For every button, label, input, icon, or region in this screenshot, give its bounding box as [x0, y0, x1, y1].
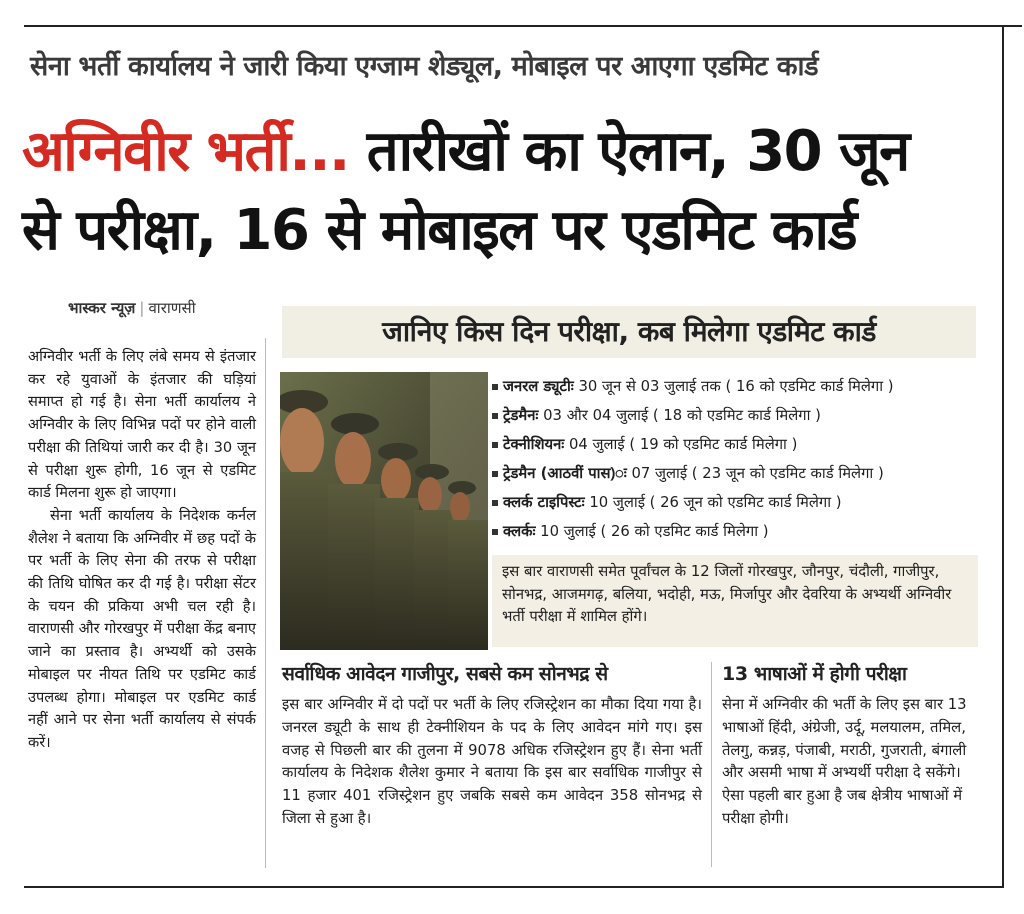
left-paragraph-2: सेना भर्ती कार्यालय के निदेशक कर्नल शैलेश ने बताया कि अग्निवीर में छह पदों के पर भर्ती के लिए सेना की तरफ से परीक्षा की तिथि घोषित कर दी गई है। परीक्षा सेंटर के चयन की प्रकिया अभी चल रही है। वाराणसी और गोरखपुर में परीक्षा केंद्र बनाए जाने का प्रस्ताव है। अभ्यर्थी को उसके मोबाइल पर नीयत तिथि पर एडमिट कार्ड उपलब्ध होगा। मोबाइल पर एडमिट कार्ड नहीं आने पर सेना भर्ती कार्यालय से संपर्क करें। [28, 506, 256, 751]
schedule-item: ट्रेडमैनः 03 और 04 जुलाई ( 18 को एडमिट कार्ड मिलेगा ) [492, 401, 992, 430]
bullet-icon [492, 529, 498, 535]
schedule-item: क्लर्कः 10 जुलाई ( 26 को एडमिट कार्ड मिलेगा ) [492, 517, 992, 546]
bullet-icon [492, 384, 498, 390]
schedule-item: जनरल ड्यूटीः 30 जून से 03 जुलाई तक ( 16 को एडमिट कार्ड मिलेगा ) [492, 372, 992, 401]
districts-note: इस बार वाराणसी समेत पूर्वांचल के 12 जिलों गोरखपुर, जौनपुर, चंदौली, गाजीपुर, सोनभद्र, आजमगढ़, बलिया, भदोही, मऊ, मिर्जापुर और देवरिया के अभ्यर्थी अग्निवीर भर्ती परीक्षा में शामिल होंगे। [492, 555, 978, 647]
section2-body: सेना में अग्निवीर की भर्ती के लिए इस बार 13 भाषाओं हिंदी, अंग्रेजी, उर्दू, मलयालम, तमिल, तेलगु, कन्नड़, पंजाबी, मराठी, गुजराती, बंगाली और असमी भाषा में अभ्यर्थी परीक्षा दे सकेंगे। ऐसा पहली बार हुआ है जब क्षेत्रीय भाषाओं में परीक्षा होगी। [722, 696, 967, 827]
section1-title: सर्वाधिक आवेदन गाजीपुर, सबसे कम सोनभद्र से [282, 663, 608, 685]
column-divider [265, 338, 266, 868]
right-rule [1002, 27, 1004, 887]
bullet-icon [492, 471, 498, 477]
section2-title: 13 भाषाओं में होगी परीक्षा [722, 663, 907, 685]
left-column [28, 346, 256, 755]
bullet-icon [492, 413, 498, 419]
section-divider [711, 662, 712, 867]
schedule-banner: जानिए किस दिन परीक्षा, कब मिलेगा एडमिट कार्ड [282, 306, 976, 358]
headline-line1: तारीखों का ऐलान, 30 जून [348, 119, 909, 184]
soldiers-photo [280, 372, 488, 650]
bottom-rule [24, 886, 1004, 888]
byline-source: भास्कर न्यूज़ [68, 299, 136, 317]
schedule-list [492, 372, 992, 546]
byline-separator: | [139, 299, 145, 317]
byline-city: वाराणसी [148, 299, 196, 317]
schedule-item: क्लर्क टाइपिस्टः 10 जुलाई ( 26 जून को एडमिट कार्ड मिलेगा ) [492, 488, 992, 517]
top-rule [24, 25, 1022, 27]
bullet-icon [492, 500, 498, 506]
headline [22, 112, 997, 270]
byline [68, 298, 196, 318]
left-paragraph-1: अग्निवीर भर्ती के लिए लंबे समय से इंतजार कर रहे युवाओं के इंतजार की घड़ियां समाप्त हो गई है। सेना भर्ती कार्यालय ने अग्निवीर के लिए विभिन्न पदों पर होने वाली परीक्षा की तिथियां जारी कर दी है। 30 जून से परीक्षा शुरू होगी, 16 जून से एडमिट कार्ड मिलना शुरू हो जाएगा। [28, 348, 256, 502]
soldiers-illustration [280, 372, 488, 650]
bullet-icon [492, 442, 498, 448]
headline-line2: से परीक्षा, 16 से मोबाइल पर एडमिट कार्ड [22, 198, 857, 263]
subheadline: सेना भर्ती कार्यालय ने जारी किया एग्जाम शेड्यूल, मोबाइल पर आएगा एडमिट कार्ड [30, 51, 819, 82]
schedule-item: टेक्नीशियनः 04 जुलाई ( 19 को एडमिट कार्ड मिलेगा ) [492, 430, 992, 459]
section1-body: इस बार अग्निवीर में दो पदों पर भर्ती के लिए रजिस्ट्रेशन का मौका दिया गया है। जनरल ड्यूटी के साथ ही टेक्नीशियन के पद के लिए आवेदन मांगे गए। इस वजह से पिछली बार की तुलना में 9078 अधिक रजिस्ट्रेशन हुए हैं। सेना भर्ती कार्यालय के निदेशक शैलेश कुमार ने बताया कि इस बार सर्वाधिक गाजीपुर से 11 हजार 401 रजिस्ट्रेशन हुए जबकि सबसे कम आवेदन 358 सोनभद्र से जिला से हुआ है। [282, 696, 702, 827]
schedule-item: ट्रेडमैन (आठवीं पास)ः 07 जुलाई ( 23 जून को एडमिट कार्ड मिलेगा ) [492, 459, 992, 488]
headline-red: अग्निवीर भर्ती... [22, 119, 349, 184]
